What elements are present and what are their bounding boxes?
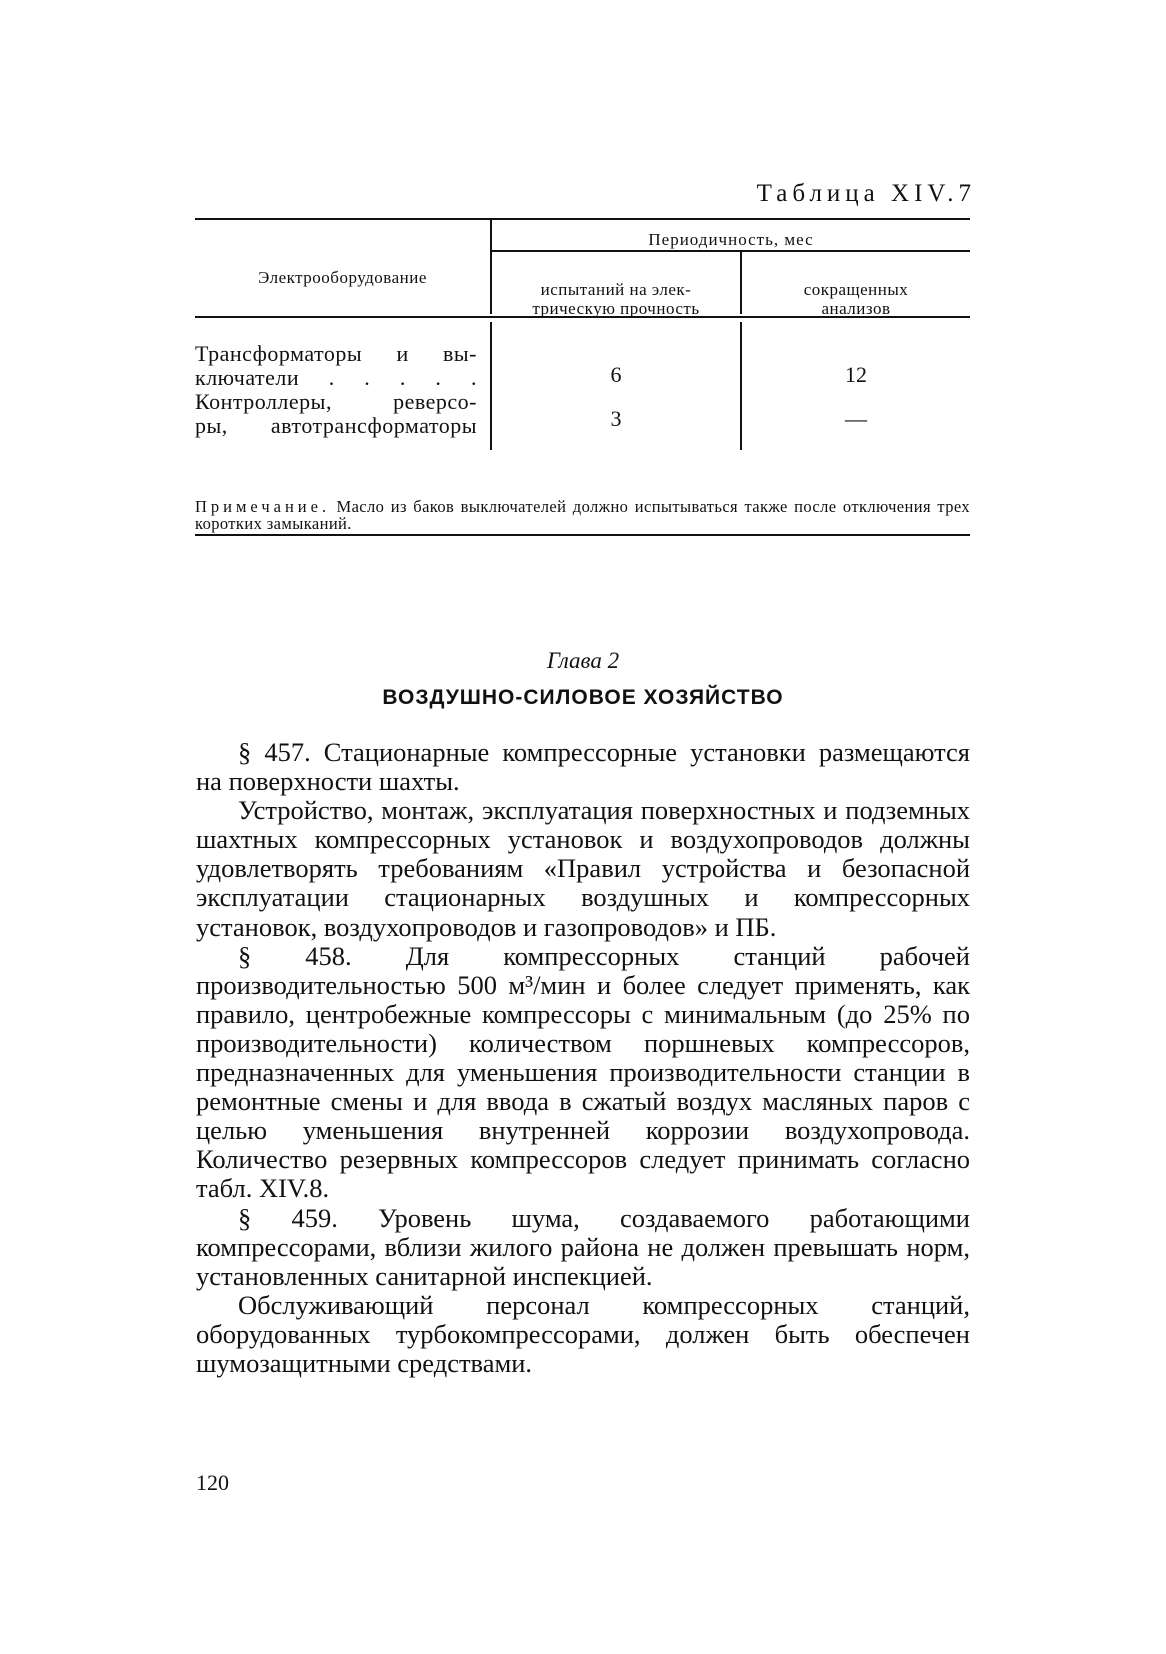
header-tests-line1: испытаний на элек-: [540, 280, 692, 299]
body-text: [196, 738, 970, 1378]
table-note: [195, 498, 970, 532]
table-cell-analyses: 12: [845, 362, 867, 387]
page-number: 120: [196, 1470, 229, 1495]
table-note-label: Примечание.: [195, 497, 331, 516]
paragraph-equipment-rules: Устройство, монтаж, эксплуатация поверхностных и подземных шахтных компрессорных установок и воздухопроводов должны удовлетворять требованиям «Правил устройства и безопасной эксплуатации стационарных воздушных и компрессорных установок, воздухопроводов и газопроводов» и ПБ.: [196, 795, 970, 942]
paragraph-459: § 459. Уровень шума, создаваемого работающими компрессорами, вблизи жилого района не должен превышать норм, установленных санитарной инспекцией.: [196, 1202, 970, 1291]
table-cell-analyses: —: [845, 406, 867, 431]
table-cell-tests: 3: [610, 406, 622, 431]
table-caption: Таблица XIV.7: [756, 180, 976, 207]
header-equipment: Электрооборудование: [258, 268, 427, 287]
header-split-rule: [492, 250, 970, 252]
chapter-label: Глава 2: [546, 648, 620, 673]
table-row-label: [195, 342, 477, 390]
header-tests-line2: трическую прочность: [532, 299, 700, 318]
table-bottom-rule: [195, 534, 970, 536]
row-label-line: ключатели . . . . .: [195, 365, 477, 390]
table-row-label: [195, 390, 477, 438]
header-periodicity: Периодичность, мес: [648, 230, 814, 249]
paragraph-personnel: Обслуживающий персонал компрессорных станций, оборудованных турбокомпрессорами, должен быть обеспечен шумозащитными средствами.: [196, 1289, 970, 1378]
row-label-line: ры, автотрансформаторы: [195, 413, 477, 438]
paragraph-457: § 457. Стационарные компрессорные установки размещаются на поверхности шахты.: [196, 737, 970, 797]
row-label-line: Трансформаторы и вы-: [195, 341, 477, 366]
table-note-text: Масло из баков выключателей должно испытываться также после отключения трех коротких замыканий.: [195, 497, 970, 533]
row-label-line: Контроллеры, реверсо-: [195, 389, 477, 414]
header-analyses-line1: сокращенных: [803, 280, 909, 299]
header-analyses-line2: анализов: [821, 299, 891, 318]
header-analyses: [742, 280, 970, 318]
table-top-rule: [195, 218, 970, 220]
table-cell-tests: 6: [610, 362, 622, 387]
header-tests: [492, 280, 740, 318]
paragraph-458: § 458. Для компрессорных станций рабочей производительностью 500 м³/мин и более следует применять, как правило, центробежные компрессоры с минимальным (до 25% по производительности) количеством поршневых компрессоров, предназначенных для уменьшения производительности станции в ремонтные смены и для ввода в сжатый воздух масляных паров с целью уменьшения внутренней коррозии воздухопровода. Количество резервных компрессоров следует принимать согласно табл. XIV.8.: [196, 940, 970, 1204]
chapter-title: ВОЗДУШНО-СИЛОВОЕ ХОЗЯЙСТВО: [382, 686, 784, 709]
